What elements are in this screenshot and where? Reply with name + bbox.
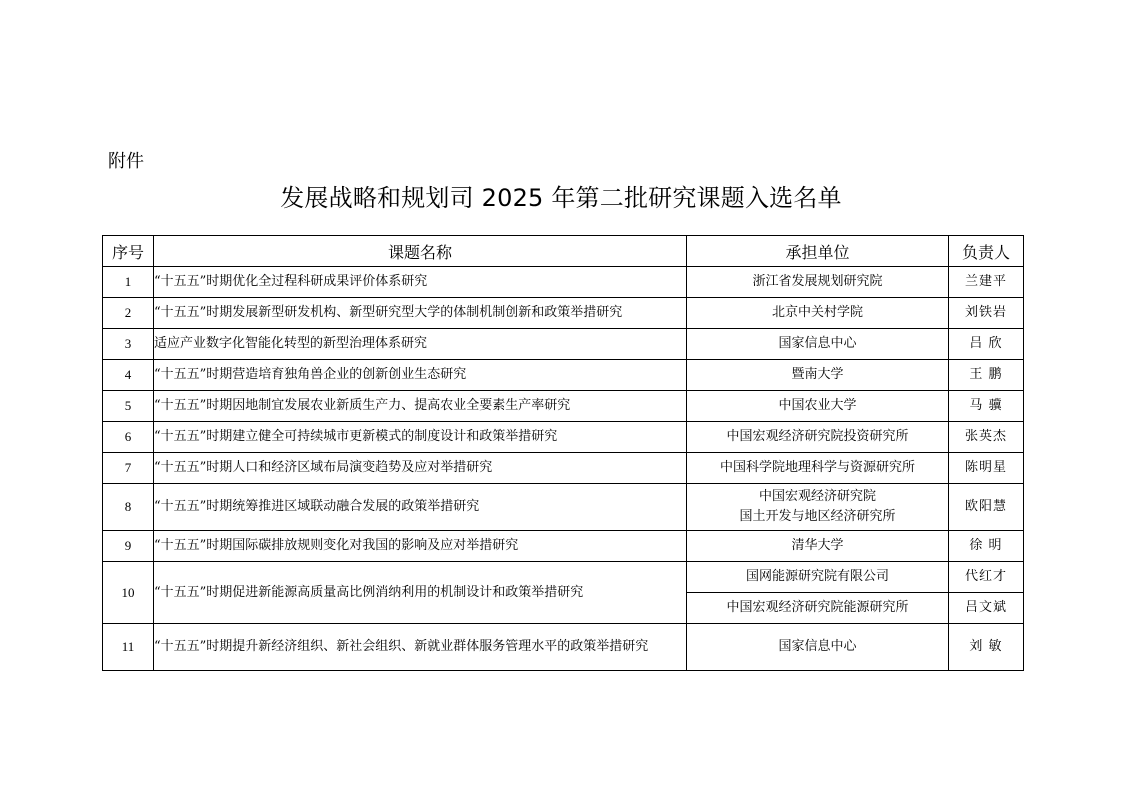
undertaking-unit: 国家信息中心 bbox=[687, 624, 949, 671]
lead-person: 兰建平 bbox=[949, 267, 1024, 298]
lead-person: 马 骥 bbox=[949, 391, 1024, 422]
undertaking-unit: 暨南大学 bbox=[687, 360, 949, 391]
table-row bbox=[103, 267, 1024, 298]
undertaking-unit: 清华大学 bbox=[687, 531, 949, 562]
table-row bbox=[103, 484, 1024, 531]
lead-person: 欧阳慧 bbox=[949, 484, 1024, 531]
row-number: 5 bbox=[103, 391, 154, 422]
attachment-label: 附件 bbox=[108, 151, 144, 172]
lead-person: 刘 敏 bbox=[949, 624, 1024, 671]
row-number: 9 bbox=[103, 531, 154, 562]
header-topic: 课题名称 bbox=[154, 236, 687, 267]
table-row bbox=[103, 391, 1024, 422]
table-row bbox=[103, 422, 1024, 453]
row-number: 7 bbox=[103, 453, 154, 484]
undertaking-unit: 国网能源研究院有限公司 bbox=[687, 562, 949, 593]
topic-name: “十五五”时期优化全过程科研成果评价体系研究 bbox=[154, 267, 687, 298]
row-number: 1 bbox=[103, 267, 154, 298]
undertaking-unit: 中国宏观经济研究院能源研究所 bbox=[687, 593, 949, 624]
topic-name: “十五五”时期提升新经济组织、新社会组织、新就业群体服务管理水平的政策举措研究 bbox=[154, 624, 687, 671]
table-header-row bbox=[103, 236, 1024, 267]
row-number: 6 bbox=[103, 422, 154, 453]
table-row bbox=[103, 453, 1024, 484]
unit-line: 中国宏观经济研究院 bbox=[758, 489, 876, 504]
row-number: 2 bbox=[103, 298, 154, 329]
table-row bbox=[103, 298, 1024, 329]
undertaking-unit: 浙江省发展规划研究院 bbox=[687, 267, 949, 298]
row-number: 11 bbox=[103, 624, 154, 671]
unit-line: 国土开发与地区经济研究所 bbox=[739, 509, 896, 524]
topic-name: “十五五”时期发展新型研发机构、新型研究型大学的体制机制创新和政策举措研究 bbox=[154, 298, 687, 329]
row-number: 10 bbox=[103, 562, 154, 624]
topic-name: “十五五”时期因地制宜发展农业新质生产力、提高农业全要素生产率研究 bbox=[154, 391, 687, 422]
lead-person: 吕文斌 bbox=[949, 593, 1024, 624]
lead-person: 代红才 bbox=[949, 562, 1024, 593]
undertaking-unit: 国家信息中心 bbox=[687, 329, 949, 360]
table-row bbox=[103, 360, 1024, 391]
lead-person: 刘铁岩 bbox=[949, 298, 1024, 329]
topic-name: “十五五”时期建立健全可持续城市更新模式的制度设计和政策举措研究 bbox=[154, 422, 687, 453]
header-unit: 承担单位 bbox=[687, 236, 949, 267]
lead-person: 徐 明 bbox=[949, 531, 1024, 562]
topic-name: “十五五”时期促进新能源高质量高比例消纳利用的机制设计和政策举措研究 bbox=[154, 562, 687, 624]
undertaking-unit: 中国宏观经济研究院投资研究所 bbox=[687, 422, 949, 453]
lead-person: 张英杰 bbox=[949, 422, 1024, 453]
table-row bbox=[103, 624, 1024, 671]
selection-list-table bbox=[102, 235, 1024, 671]
lead-person: 吕 欣 bbox=[949, 329, 1024, 360]
header-no: 序号 bbox=[103, 236, 154, 267]
document-title: 发展战略和规划司 2025 年第二批研究课题入选名单 bbox=[280, 184, 842, 212]
lead-person: 陈明星 bbox=[949, 453, 1024, 484]
row-number: 3 bbox=[103, 329, 154, 360]
undertaking-unit: 中国科学院地理科学与资源研究所 bbox=[687, 453, 949, 484]
undertaking-unit bbox=[687, 484, 949, 531]
row-number: 8 bbox=[103, 484, 154, 531]
topic-name: “十五五”时期营造培育独角兽企业的创新创业生态研究 bbox=[154, 360, 687, 391]
header-lead: 负责人 bbox=[949, 236, 1024, 267]
topic-name: “十五五”时期人口和经济区域布局演变趋势及应对举措研究 bbox=[154, 453, 687, 484]
topic-name: “十五五”时期统筹推进区域联动融合发展的政策举措研究 bbox=[154, 484, 687, 531]
topic-name: “十五五”时期国际碳排放规则变化对我国的影响及应对举措研究 bbox=[154, 531, 687, 562]
undertaking-unit: 中国农业大学 bbox=[687, 391, 949, 422]
table-row bbox=[103, 329, 1024, 360]
row-number: 4 bbox=[103, 360, 154, 391]
table-row bbox=[103, 531, 1024, 562]
undertaking-unit: 北京中关村学院 bbox=[687, 298, 949, 329]
lead-person: 王 鹏 bbox=[949, 360, 1024, 391]
topic-name: 适应产业数字化智能化转型的新型治理体系研究 bbox=[154, 329, 687, 360]
table-row bbox=[103, 562, 1024, 593]
